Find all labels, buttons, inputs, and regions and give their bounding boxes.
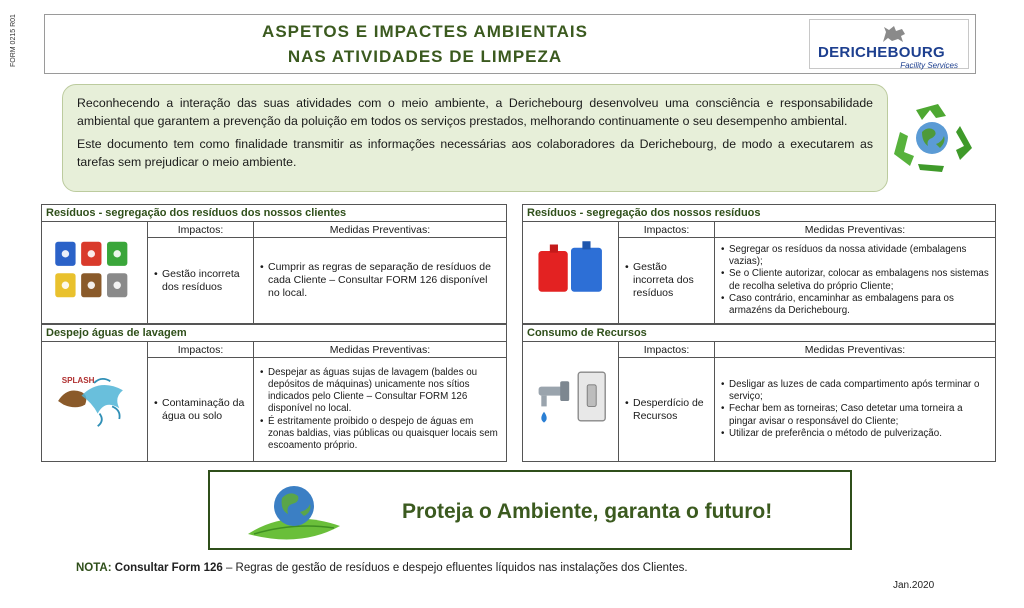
measure-item: • Fechar bem as torneiras; Caso detetar uma torneira a pingar avisar o responsável do Cliente; [721,403,989,427]
panel-despejo-aguas [41,324,507,462]
measures-column [715,342,995,461]
impacts-column [619,342,715,461]
impacts-header: Impactos: [619,342,714,358]
logo-name: DERICHEBOURG [818,44,945,61]
note-text: – Regras de gestão de resíduos e despejo efluentes líquidos nas instalações dos Clientes. [222,562,688,574]
intro-box [62,84,888,192]
document-date: Jan.2020 [893,580,935,591]
impacts-column [148,222,254,323]
impacts-header: Impactos: [619,222,714,238]
panel-residuos-clientes [41,204,507,324]
impact-text: • Desperdício de Recursos [625,397,708,423]
panel-title: Resíduos - segregação dos resíduos dos nossos clientes [42,205,506,222]
title-line-2: NAS ATIVIDADES DE LIMPEZA [287,47,563,66]
measures-header: Medidas Preventivas: [254,222,506,238]
intro-paragraph-2: Este documento tem como finalidade transmitir as informações necessárias aos colaboradores da Derichebourg, de modo a executarem as tarefas sem prejudicar o meio ambiente. [77,137,873,169]
title-line-1: ASPETOS E IMPACTES AMBIENTAIS [262,22,588,41]
dog-logo-icon [880,22,908,44]
measure-item: • Se o Cliente autorizar, colocar as embalagens nos sistemas de recolha seletiva do próprio Cliente; [721,268,989,292]
note-label: NOTA: [76,562,112,574]
measures-header: Medidas Preventivas: [254,342,506,358]
logo-subtitle: Facility Services [900,61,958,70]
measure-item: • Cumprir as regras de separação de resíduos de cada Cliente – Consultar FORM 126 disponível no local. [260,261,500,300]
splash-text: SPLASH [61,376,95,385]
document-header [44,14,976,74]
measure-item: • Caso contrário, encaminhar as embalagens para os armazéns da Derichebourg. [721,293,989,317]
impacts-column [148,342,254,461]
measure-item: • Segregar os resíduos da nossa atividade (embalagens vazias); [721,244,989,268]
measures-column [715,222,995,323]
measures-header: Medidas Preventivas: [715,222,995,238]
panel-title: Consumo de Recursos [523,325,995,342]
earth-on-leaf-icon [244,476,344,546]
measure-item: • Utilizar de preferência o método de pulverização. [721,428,989,440]
image-cell [523,222,619,323]
impact-text: • Gestão incorreta dos resíduos [154,268,247,294]
form-code: FORM 0215 R01 [10,14,17,68]
impact-text: • Contaminação da água ou solo [154,397,247,423]
document-title [45,15,805,73]
panel-title: Resíduos - segregação dos nossos resíduos [523,205,995,222]
tap-and-switch-icon [527,356,615,446]
recycling-bins-icon [46,236,144,316]
slogan-text: Proteja o Ambiente, garanta o futuro! [402,500,773,523]
intro-paragraph-1: Reconhecendo a interação das suas atividades com o meio ambiente, a Derichebourg desenvolveu uma consciência e responsabilidade ambiental que garantem a prevenção da poluição em todos os serviços prestados, melhorando continuamente o seu desempenho ambiental. [77,96,873,128]
panel-title: Despejo águas de lavagem [42,325,506,342]
image-cell [523,342,619,461]
footer-note [76,562,688,574]
water-splash-icon [46,356,144,446]
impact-text: • Gestão incorreta dos resíduos [625,261,708,300]
measures-column [254,222,506,323]
impacts-column [619,222,715,323]
panel-residuos-nossos [522,204,996,324]
measures-header: Medidas Preventivas: [715,342,995,358]
note-reference: Consultar Form 126 [114,562,223,574]
measure-item: • Despejar as águas sujas de lavagem (baldes ou depósitos de máquinas) unicamente nos sítios indicados pelo Cliente – Consultar FORM 126 disponível no local. [260,367,500,416]
recycle-globe-icon [886,96,978,176]
panel-consumo-recursos [522,324,996,462]
measures-column [254,342,506,461]
impacts-header: Impactos: [148,222,253,238]
jerrycans-icon [527,238,615,308]
company-logo [809,19,969,69]
impacts-header: Impactos: [148,342,253,358]
image-cell [42,342,148,461]
image-cell [42,222,148,323]
measure-item: • É estritamente proibido o despejo de águas em zonas baldias, vias públicas ou quaisquer locais sem escoamento próprio. [260,416,500,453]
slogan-box [208,470,852,550]
measure-item: • Desligar as luzes de cada compartimento após terminar o serviço; [721,379,989,403]
